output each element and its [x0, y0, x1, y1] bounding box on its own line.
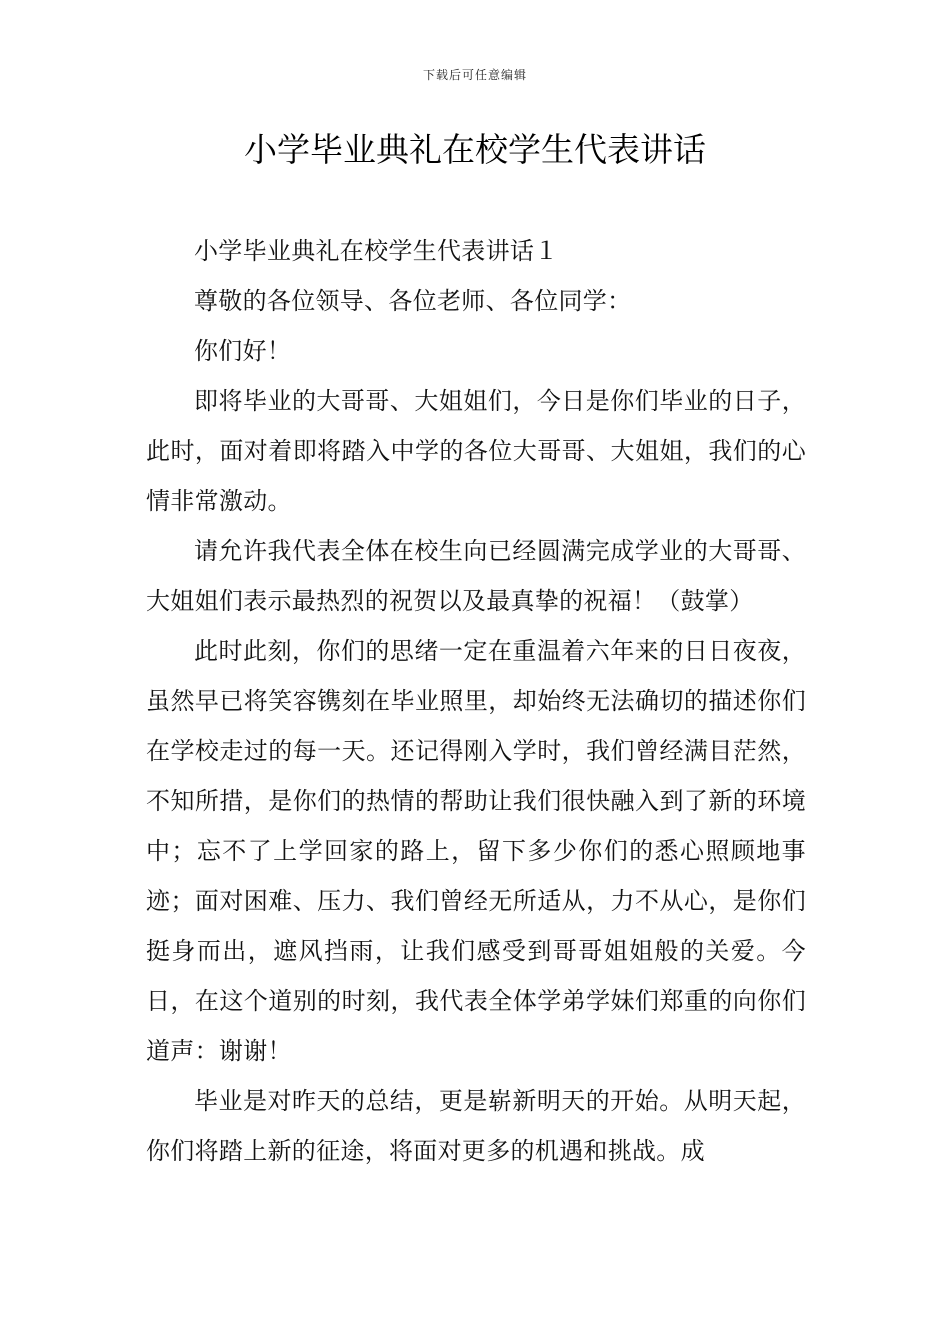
paragraph-heading: 小学毕业典礼在校学生代表讲话１ — [194, 237, 559, 265]
paragraph-greeting: 你们好！ — [194, 337, 292, 365]
paragraph: 此时此刻，你们的思绪一定在重温着六年来的日日夜夜，虽然早已将笑容镌刻在毕业照里，却始终无法确切的描述你们在学校走过的每一天。还记得刚入学时，我们曾经满目茫然，不知所措，是你们的热情的帮助让我们很快融入到了新的环境中；忘不了上学回家的路上，留下多少你们的悉心照顾地事迹；面对困难、压力、我们曾经无所适从，力不从心，是你们挺身而出，遮风挡雨，让我们感受到哥哥姐姐般的关爱。今日，在这个道别的时刻，我代表全体学弟学妹们郑重的向你们道声：谢谢！ — [146, 637, 806, 1065]
header-note: 下载后可任意编辑 — [422, 68, 527, 82]
document-body — [146, 226, 806, 1176]
document-title: 小学毕业典礼在校学生代表讲话 — [244, 130, 706, 169]
paragraph: 请允许我代表全体在校生向已经圆满完成学业的大哥哥、大姐姐们表示最热烈的祝贺以及最真挚的祝福！（鼓掌） — [146, 537, 806, 615]
paragraph-salutation: 尊敬的各位领导、各位老师、各位同学： — [194, 287, 632, 315]
paragraph: 毕业是对昨天的总结，更是崭新明天的开始。从明天起，你们将踏上新的征途，将面对更多的机遇和挑战。成 — [146, 1087, 806, 1165]
paragraph: 即将毕业的大哥哥、大姐姐们，今日是你们毕业的日子，此时，面对着即将踏入中学的各位大哥哥、大姐姐，我们的心情非常激动。 — [146, 387, 806, 515]
